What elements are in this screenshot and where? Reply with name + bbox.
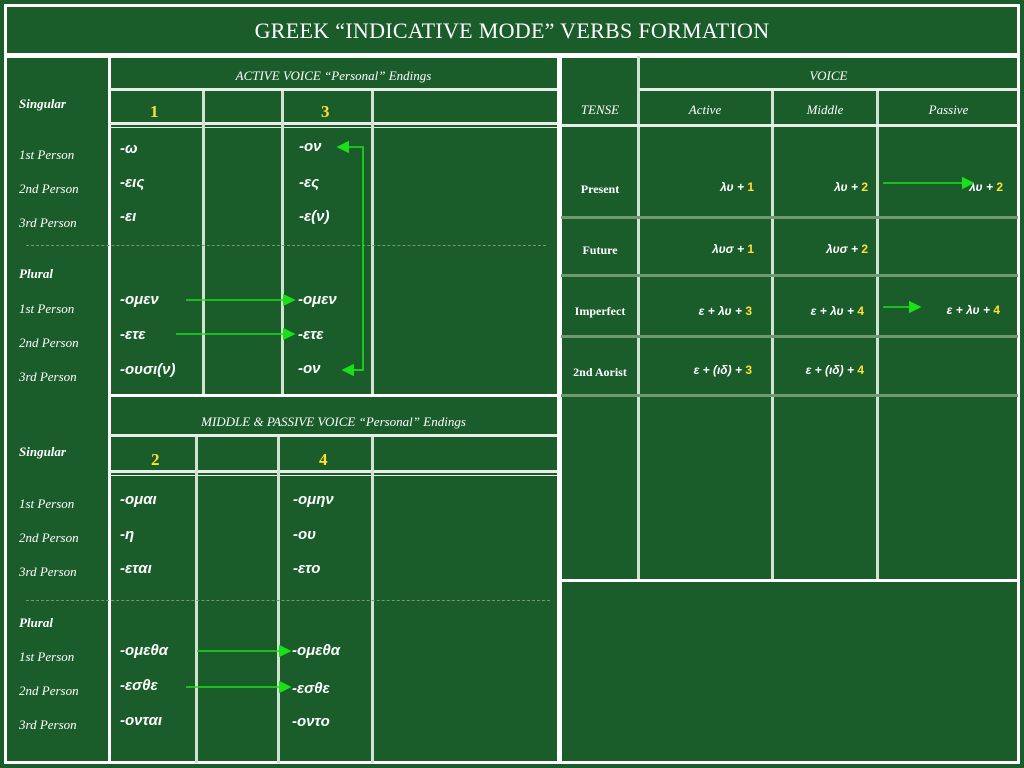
- ending-active-1-3sg: -ει: [120, 208, 137, 225]
- ending-mp-2-1pl: -ομεθα: [120, 642, 169, 659]
- label-2nd-person: 2nd Person: [19, 530, 79, 545]
- tense-imperfect: Imperfect: [574, 304, 626, 318]
- page-title: GREEK “INDICATIVE MODE” VERBS FORMATION: [254, 18, 770, 43]
- ending-mp-2-1sg: -ομαι: [120, 491, 157, 508]
- label-3rd-person: 3rd Person: [19, 215, 77, 230]
- label-1st-person: 1st Person: [19, 301, 75, 316]
- voice-passive-header: Passive: [928, 102, 969, 117]
- cell-future-middle: λυσ + 2: [826, 242, 868, 256]
- cell-present-active: λυ + 1: [720, 180, 754, 194]
- ending-mp-2-3pl: -ονται: [120, 712, 163, 729]
- ending-active-1-2sg: -εις: [120, 174, 145, 191]
- ending-active-3-2sg: -ες: [299, 174, 320, 191]
- label-plural: Plural: [19, 266, 53, 281]
- ending-active-1-1sg: -ω: [120, 140, 138, 157]
- active-voice-header: ACTIVE VOICE “Personal” Endings: [235, 68, 432, 83]
- cell-imperfect-active: ε + λυ + 3: [698, 304, 752, 318]
- label-1st-person: 1st Person: [19, 147, 75, 162]
- voice-middle-header: Middle: [806, 102, 844, 117]
- cell-future-active: λυσ + 1: [712, 242, 754, 256]
- ending-mp-4-3pl: -οντο: [292, 713, 330, 730]
- ending-active-1-1pl: -ομεν: [120, 291, 159, 308]
- label-2nd-person: 2nd Person: [19, 683, 79, 698]
- ending-active-3-1sg: -ον: [299, 138, 322, 155]
- tense-present: Present: [580, 182, 620, 196]
- ending-active-3-3pl: -ον: [298, 360, 321, 377]
- mp-voice-header: MIDDLE & PASSIVE VOICE “Personal” Endings: [201, 414, 466, 429]
- cell-aorist-middle: ε + (ιδ) + 4: [805, 363, 864, 377]
- cell-present-passive: λυ + 2: [969, 180, 1003, 194]
- label-2nd-person: 2nd Person: [19, 181, 79, 196]
- voice-active-header: Active: [688, 102, 722, 117]
- tense-header: TENSE: [580, 102, 620, 117]
- cell-aorist-active: ε + (ιδ) + 3: [693, 363, 752, 377]
- ending-mp-4-3sg: -ετο: [293, 560, 321, 577]
- label-2nd-person: 2nd Person: [19, 335, 79, 350]
- ending-mp-2-2sg: -η: [120, 526, 135, 543]
- ending-active-3-3sg: -ε(ν): [299, 208, 330, 225]
- arrow-active-3pl-to-1sg: [338, 147, 363, 370]
- ending-active-1-3pl: -ουσι(ν): [120, 361, 176, 378]
- col-number-1: 1: [150, 102, 159, 121]
- tense-future: Future: [582, 243, 618, 257]
- cell-imperfect-passive: ε + λυ + 4: [946, 303, 1000, 317]
- ending-active-3-2pl: -ετε: [298, 326, 324, 343]
- label-3rd-person: 3rd Person: [19, 717, 77, 732]
- cell-present-middle: λυ + 2: [834, 180, 868, 194]
- ending-mp-4-2pl: -εσθε: [292, 680, 330, 697]
- ending-active-3-1pl: -ομεν: [298, 291, 337, 308]
- cell-imperfect-middle: ε + λυ + 4: [810, 304, 864, 318]
- ending-mp-4-2sg: -ου: [293, 526, 317, 543]
- ending-mp-2-3sg: -εται: [120, 560, 152, 577]
- tense-2nd-aorist: 2nd Aorist: [573, 365, 627, 379]
- ending-mp-4-1sg: -ομην: [293, 491, 334, 508]
- label-singular: Singular: [19, 444, 66, 459]
- label-1st-person: 1st Person: [19, 649, 75, 664]
- label-1st-person: 1st Person: [19, 496, 75, 511]
- ending-active-1-2pl: -ετε: [120, 326, 146, 343]
- voice-header: VOICE: [809, 68, 848, 83]
- col-number-4: 4: [319, 450, 328, 469]
- ending-mp-2-2pl: -εσθε: [120, 677, 158, 694]
- label-3rd-person: 3rd Person: [19, 369, 77, 384]
- ending-mp-4-1pl: -ομεθα: [292, 642, 341, 659]
- col-number-3: 3: [321, 102, 330, 121]
- label-3rd-person: 3rd Person: [19, 564, 77, 579]
- label-plural: Plural: [19, 615, 53, 630]
- col-number-2: 2: [151, 450, 160, 469]
- label-singular: Singular: [19, 96, 66, 111]
